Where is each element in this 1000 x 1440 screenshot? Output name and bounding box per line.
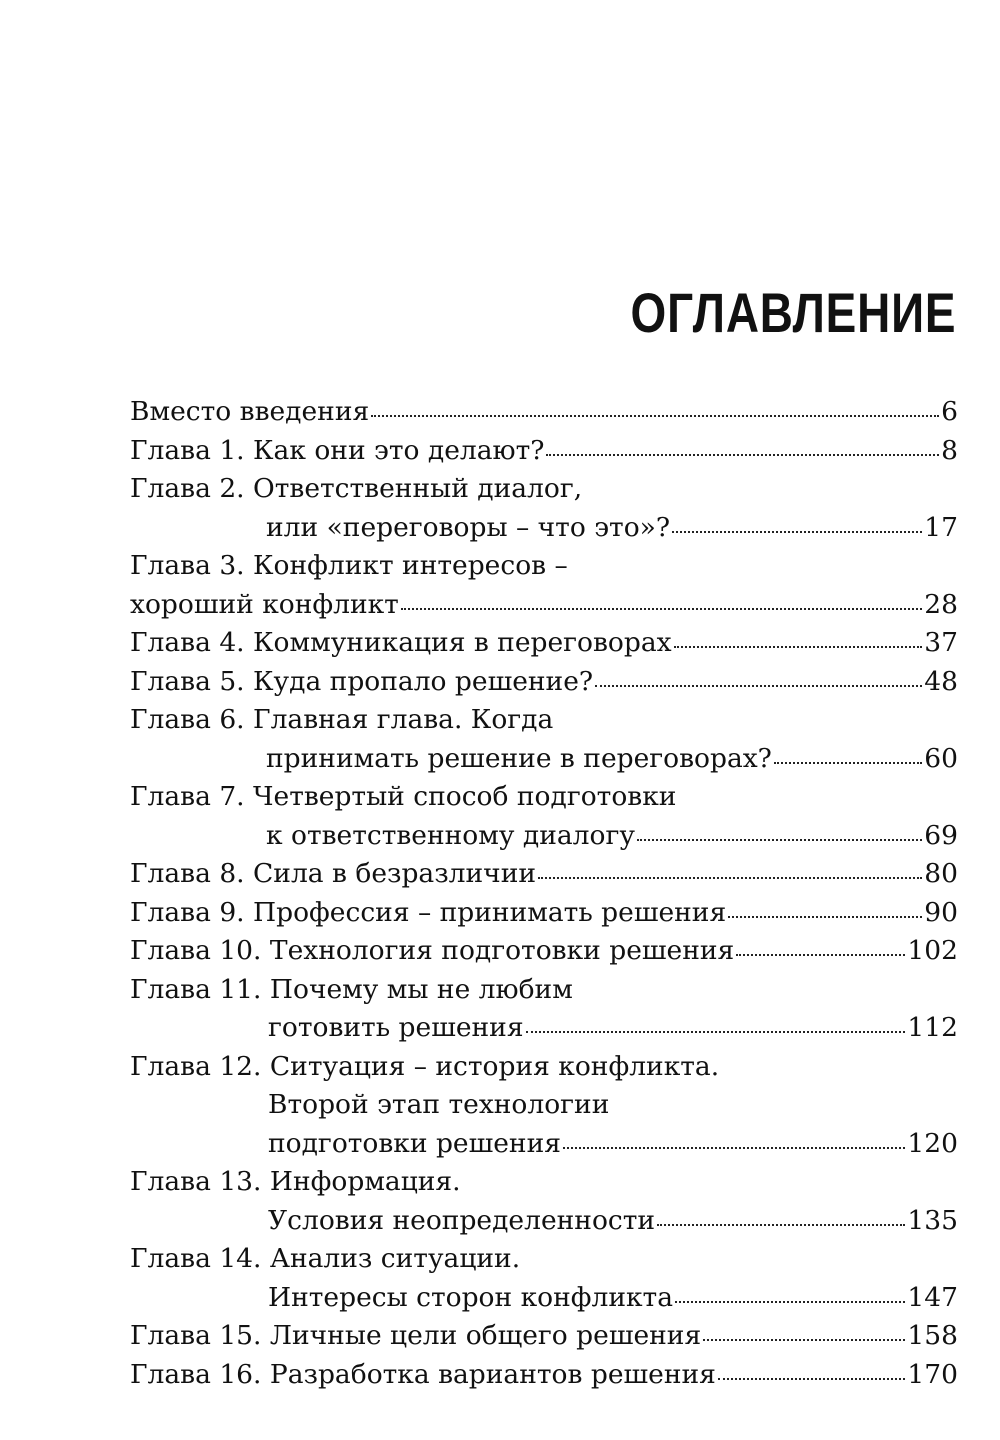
toc-entry-chapter-11-line1 bbox=[130, 971, 958, 1010]
dot-leader bbox=[728, 915, 922, 918]
dot-leader bbox=[637, 838, 922, 841]
toc-entry-title: Глава 8. Сила в безразличии bbox=[130, 858, 537, 889]
toc-entry-title-continued: подготовки решения bbox=[268, 1127, 561, 1159]
toc-entry-chapter-7-line1 bbox=[130, 778, 958, 817]
toc-entry-page: 90 bbox=[924, 896, 958, 928]
toc-entry-chapter-15 bbox=[130, 1317, 958, 1356]
page-title: ОГЛАВЛЕНИЕ bbox=[630, 281, 956, 344]
toc-entry-chapter-7-line2 bbox=[130, 817, 958, 856]
toc-entry-chapter-14-line2 bbox=[130, 1279, 958, 1318]
toc-entry-chapter-13-line2 bbox=[130, 1202, 958, 1241]
dot-leader bbox=[538, 876, 922, 879]
dot-leader bbox=[718, 1377, 906, 1380]
toc-entry-chapter-12-line3 bbox=[130, 1125, 958, 1164]
toc-entry-title-continued: Интересы сторон конфликта bbox=[268, 1281, 674, 1313]
toc-entry-chapter-16 bbox=[130, 1356, 958, 1395]
toc-entry-title-continued: принимать решение в переговорах? bbox=[266, 742, 772, 774]
dot-leader bbox=[736, 953, 905, 956]
toc-entry-title: Глава 13. Информация. bbox=[130, 1166, 461, 1197]
toc-entry-title-continued: Условия неопределенности bbox=[268, 1204, 656, 1236]
toc-entry-page: 28 bbox=[924, 588, 958, 620]
dot-leader bbox=[672, 530, 922, 533]
dot-leader bbox=[675, 1300, 905, 1303]
toc-entry-chapter-14-line1 bbox=[130, 1240, 958, 1279]
toc-entry-title: Глава 15. Личные цели общего решения bbox=[130, 1320, 702, 1351]
toc-entry-chapter-13-line1 bbox=[130, 1163, 958, 1202]
toc-entry-chapter-10 bbox=[130, 932, 958, 971]
toc-entry-page: 48 bbox=[924, 665, 958, 697]
dot-leader bbox=[774, 761, 922, 764]
toc-entry-title: Глава 2. Ответственный диалог, bbox=[130, 473, 583, 504]
dot-leader bbox=[674, 645, 923, 648]
dot-leader bbox=[657, 1223, 905, 1226]
dot-leader bbox=[526, 1030, 906, 1033]
toc-entry-chapter-1 bbox=[130, 432, 958, 471]
toc-entry-title: Глава 9. Профессия – принимать решения bbox=[130, 896, 727, 928]
toc-entry-page: 60 bbox=[924, 742, 958, 774]
toc-entry-page: 158 bbox=[907, 1320, 958, 1351]
toc-entry-title: Глава 1. Как они это делают? bbox=[130, 434, 545, 466]
toc-entry-page: 17 bbox=[924, 511, 958, 543]
toc-entry-title-continued: хороший конфликт bbox=[130, 588, 399, 620]
toc-entry-chapter-12-line2 bbox=[130, 1086, 958, 1125]
toc-entry-chapter-5 bbox=[130, 663, 958, 702]
toc-entry-title: Глава 5. Куда пропало решение? bbox=[130, 665, 594, 697]
toc-entry-title: Глава 10. Технология подготовки решения bbox=[130, 935, 735, 966]
dot-leader bbox=[371, 414, 939, 417]
toc-entry-page: 102 bbox=[907, 935, 958, 966]
toc-entry-title: Глава 12. Ситуация – история конфликта. bbox=[130, 1050, 720, 1082]
toc-entry-title-continued: или «переговоры – что это»? bbox=[266, 511, 671, 543]
toc-entry-title: Вместо введения bbox=[130, 396, 370, 427]
toc-entry-title-continued: Второй этап технологии bbox=[268, 1089, 610, 1120]
toc-entry-title-continued: к ответственному диалогу bbox=[266, 819, 635, 851]
dot-leader bbox=[595, 684, 922, 687]
toc-entry-page: 8 bbox=[941, 434, 958, 466]
toc-entry-title: Глава 14. Анализ ситуации. bbox=[130, 1243, 521, 1274]
toc-entry-chapter-12-line1 bbox=[130, 1048, 958, 1087]
toc-entry-title: Глава 11. Почему мы не любим bbox=[130, 973, 573, 1005]
toc-entry-page: 69 bbox=[924, 819, 958, 851]
dot-leader bbox=[563, 1146, 905, 1149]
toc-entry-chapter-11-line2 bbox=[130, 1009, 958, 1048]
toc-entry-chapter-2-line2 bbox=[130, 509, 958, 548]
toc-entry-chapter-3-line1 bbox=[130, 547, 958, 586]
toc-entry-page: 147 bbox=[907, 1281, 958, 1313]
toc-entry-title: Глава 4. Коммуникация в переговорах bbox=[130, 627, 672, 658]
toc-entry-chapter-4 bbox=[130, 624, 958, 663]
toc-entry-chapter-6-line1 bbox=[130, 701, 958, 740]
toc-entry-chapter-6-line2 bbox=[130, 740, 958, 779]
toc-entry-title: Глава 6. Главная глава. Когда bbox=[130, 704, 554, 735]
toc-entry-intro bbox=[130, 393, 958, 432]
toc-entry-page: 120 bbox=[907, 1127, 958, 1159]
toc-entry-chapter-2-line1 bbox=[130, 470, 958, 509]
toc-entry-title: Глава 3. Конфликт интересов – bbox=[130, 550, 568, 581]
dot-leader bbox=[546, 453, 939, 456]
toc-entry-title: Глава 16. Разработка вариантов решения bbox=[130, 1358, 716, 1390]
dot-leader bbox=[401, 607, 922, 610]
toc-entry-chapter-9 bbox=[130, 894, 958, 933]
table-of-contents bbox=[130, 393, 958, 1394]
toc-entry-title-continued: готовить решения bbox=[268, 1012, 524, 1043]
toc-entry-page: 37 bbox=[924, 627, 958, 658]
toc-entry-page: 135 bbox=[907, 1204, 958, 1236]
toc-entry-page: 170 bbox=[907, 1358, 958, 1390]
toc-entry-chapter-8 bbox=[130, 855, 958, 894]
toc-entry-page: 80 bbox=[924, 858, 958, 889]
toc-entry-title: Глава 7. Четвертый способ подготовки bbox=[130, 781, 677, 812]
dot-leader bbox=[703, 1338, 905, 1341]
toc-entry-chapter-3-line2 bbox=[130, 586, 958, 625]
toc-entry-page: 112 bbox=[907, 1012, 958, 1043]
toc-entry-page: 6 bbox=[941, 396, 958, 427]
